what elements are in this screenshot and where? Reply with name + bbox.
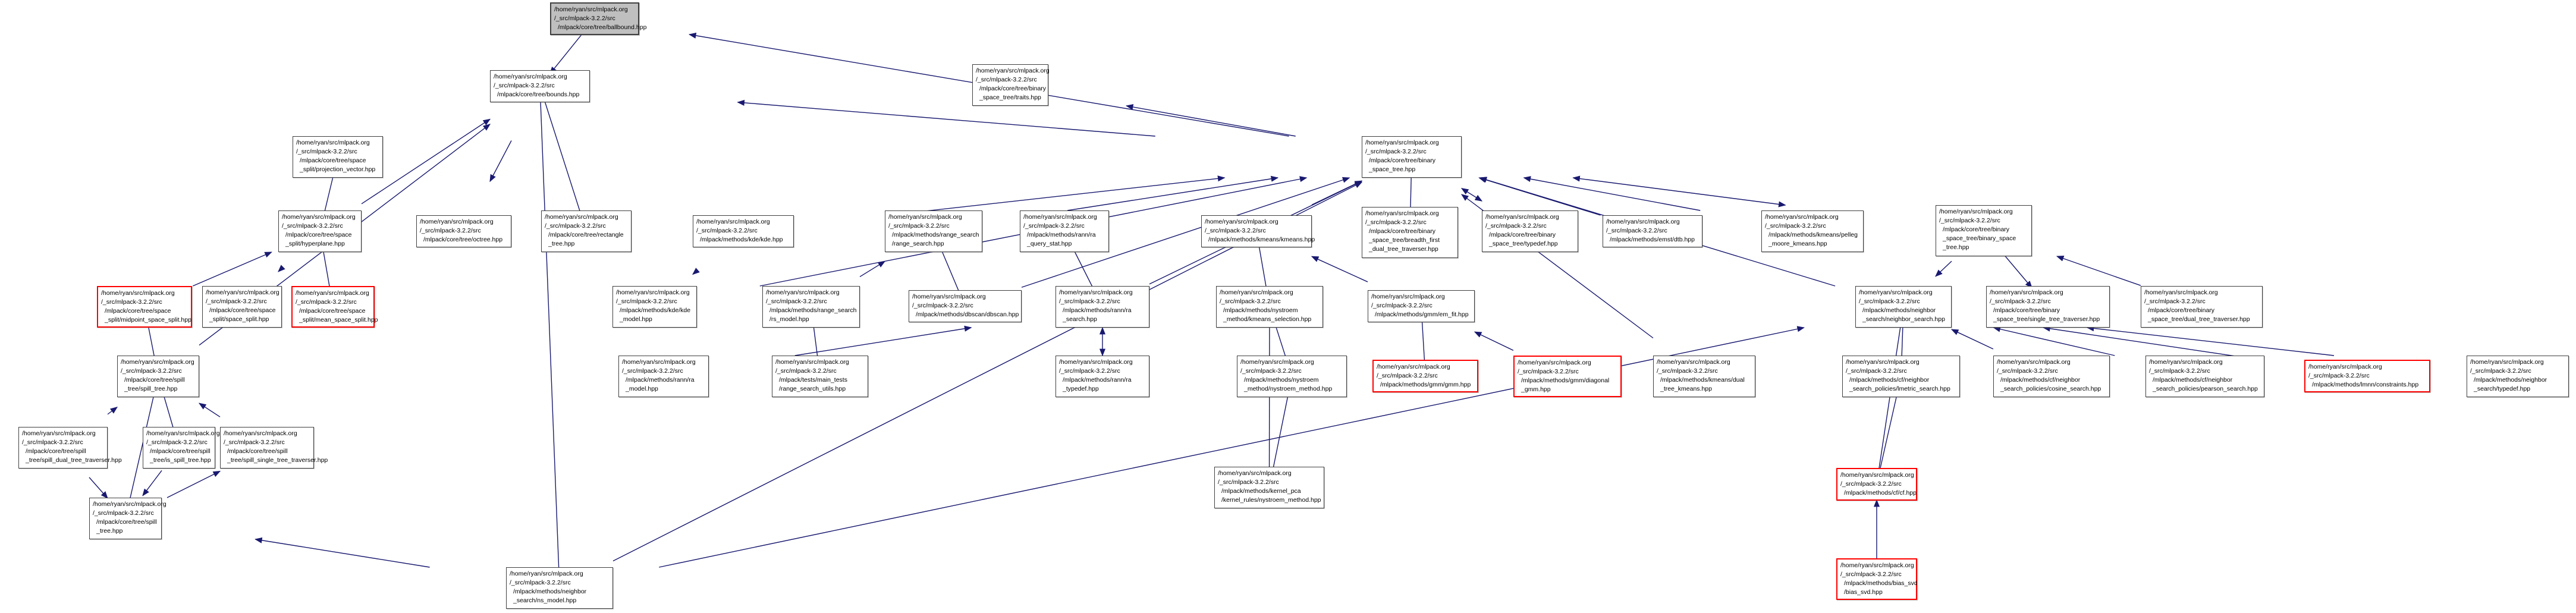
- node-label-line: /_src/mlpack-3.2.2/src: [1365, 219, 1427, 226]
- node-label-line: /kernel_rules/nystroem_method.hpp: [1221, 496, 1321, 504]
- graph-node-neighbor_search[interactable]: [1855, 286, 1952, 328]
- node-label-line: /home/ryan/src/mlpack.org: [1765, 213, 1839, 221]
- node-label-line: /_src/mlpack-3.2.2/src: [1365, 148, 1427, 155]
- include-edge-spill_dual_tree_traverser-to-spill_tree_inner: [108, 407, 117, 414]
- node-label-line: /home/ryan/src/mlpack.org: [888, 213, 962, 221]
- graph-node-dual_tree_kmeans[interactable]: [1653, 356, 1755, 397]
- graph-node-kmeans_selection[interactable]: [1216, 286, 1323, 328]
- include-edge-bst_hub-to-bounds: [738, 102, 1155, 136]
- node-label-line: _split/space_split.hpp: [209, 316, 269, 323]
- node-label-line: /range_search_utils.hpp: [779, 385, 846, 392]
- node-label-line: /rs_model.hpp: [769, 316, 809, 323]
- node-label-line: /home/ryan/src/mlpack.org: [2308, 363, 2382, 370]
- node-label-line: _tree.hpp: [548, 240, 575, 247]
- node-label-line: _search_policies/pearson_search.hpp: [2153, 385, 2258, 392]
- node-label-line: _split/hyperplane.hpp: [285, 240, 345, 247]
- node-label-line: /mlpack/methods/rann/ra: [1063, 376, 1132, 383]
- node-label-line: /mlpack/core/tree/space: [285, 231, 352, 238]
- graph-node-nystroem_method[interactable]: [1237, 356, 1347, 397]
- node-label-line: /_src/mlpack-3.2.2/src: [101, 298, 162, 306]
- node-label-line: /mlpack/methods/rann/ra: [1063, 307, 1132, 314]
- include-edge-bst_dual_tree_traverser-to-bst_bst: [2057, 256, 2141, 285]
- node-label-line: /mlpack/core/tree/binary: [2148, 307, 2215, 314]
- node-label-line: /home/ryan/src/mlpack.org: [1220, 289, 1293, 296]
- include-edge-bst_hub-to-bst_traits: [1126, 106, 1296, 136]
- graph-node-em_fit[interactable]: [1368, 290, 1475, 322]
- node-label-line: /home/ryan/src/mlpack.org: [1840, 562, 1914, 569]
- node-label-line: /mlpack/methods/gmm/gmm.hpp: [1380, 381, 1471, 388]
- node-label-line: _method/kmeans_selection.hpp: [1223, 316, 1312, 323]
- node-label-line: /_src/mlpack-3.2.2/src: [1840, 480, 1902, 488]
- node-label-line: /home/ryan/src/mlpack.org: [1606, 218, 1680, 225]
- node-label-line: _space_tree/traits.hpp: [979, 94, 1041, 101]
- graph-node-bst_breadth_first[interactable]: [1362, 207, 1458, 258]
- graph-node-midpoint_space_split[interactable]: [97, 286, 192, 328]
- node-label-line: /mlpack/core/tree/space: [105, 307, 171, 315]
- node-label-line: _tree.hpp: [96, 527, 123, 535]
- node-label-line: /mlpack/methods/dbscan/dbscan.hpp: [916, 311, 1019, 318]
- include-edge-range_search-to-bst_hub: [1067, 178, 1278, 210]
- node-label-line: /home/ryan/src/mlpack.org: [775, 359, 849, 366]
- include-edge-ns_model-to-bounds: [540, 86, 560, 588]
- node-label-line: _tree.hpp: [1943, 244, 1969, 251]
- node-label-line: _tree/is_spill_tree.hpp: [150, 457, 211, 464]
- graph-node-kernel_rules_nystroem[interactable]: [1214, 467, 1324, 508]
- graph-node-core_spill_tree[interactable]: [89, 498, 167, 539]
- node-label-line: _space_tree/typedef.hpp: [1489, 240, 1558, 247]
- node-label-line: /_src/mlpack-3.2.2/src: [2470, 367, 2531, 375]
- node-label-line: /home/ryan/src/mlpack.org: [1365, 210, 1439, 217]
- node-label-line: /home/ryan/src/mlpack.org: [1218, 470, 1292, 477]
- node-label-line: /_src/mlpack-3.2.2/src: [1939, 217, 2000, 224]
- node-label-line: /home/ryan/src/mlpack.org: [696, 218, 770, 225]
- node-label-line: /_src/mlpack-3.2.2/src: [2308, 372, 2370, 379]
- node-label-line: _tree/spill_single_tree_traverser.hpp: [227, 457, 328, 464]
- graph-node-gmm[interactable]: [1372, 360, 1478, 392]
- node-label-line: /_src/mlpack-3.2.2/src: [1220, 298, 1281, 305]
- node-label-line: /_src/mlpack-3.2.2/src: [1377, 372, 1438, 379]
- graph-node-ns_typedef[interactable]: [2467, 356, 2569, 397]
- node-label-line: _tree/spill_dual_tree_traverser.hpp: [26, 457, 122, 464]
- node-label-line: _search.hpp: [1063, 316, 1097, 323]
- include-edge-octree-to-bounds: [490, 141, 511, 182]
- node-label-line: /home/ryan/src/mlpack.org: [1205, 218, 1278, 225]
- node-label-line: /home/ryan/src/mlpack.org: [420, 218, 494, 225]
- node-label-line: /home/ryan/src/mlpack.org: [1846, 359, 1920, 366]
- node-label-line: _split/mean_space_split.hpp: [299, 316, 378, 323]
- graph-node-cf_lmetric_search[interactable]: [1842, 356, 1960, 397]
- node-label-line: /_src/mlpack-3.2.2/src: [1997, 367, 2058, 375]
- node-label-line: /mlpack/methods/cf/cf.hpp: [1844, 489, 1917, 496]
- node-label-line: /mlpack/methods/kde/kde: [620, 307, 691, 314]
- node-label-line: /mlpack/core/tree/spill: [26, 448, 86, 455]
- node-label-line: /home/ryan/src/mlpack.org: [1240, 359, 1314, 366]
- node-label-line: /home/ryan/src/mlpack.org: [766, 289, 840, 296]
- node-label-line: _search/neighbor_search.hpp: [1862, 316, 1945, 323]
- node-label-line: /home/ryan/src/mlpack.org: [296, 290, 369, 297]
- graph-node-range_search_utils[interactable]: [772, 356, 868, 397]
- node-label-line: /mlpack/methods/kmeans/dual: [1660, 376, 1745, 383]
- graph-node-spill_tree_inner[interactable]: [117, 356, 199, 397]
- include-edge-kde-to-bst_hub: [888, 178, 1224, 215]
- node-label-line: /mlpack/core/tree/spill: [96, 518, 157, 526]
- node-label-line: /mlpack/core/tree/bounds.hpp: [497, 91, 580, 98]
- node-label-line: /home/ryan/src/mlpack.org: [1377, 363, 1450, 370]
- node-label-line: /_src/mlpack-3.2.2/src: [1218, 479, 1279, 486]
- node-label-line: /_src/mlpack-3.2.2/src: [1059, 298, 1120, 305]
- graph-node-pelleg_moore[interactable]: [1761, 210, 1864, 252]
- graph-node-bst_bst[interactable]: [1936, 205, 2032, 256]
- node-label-line: /home/ryan/src/mlpack.org: [1997, 359, 2071, 366]
- graph-node-kde_model[interactable]: [612, 286, 697, 328]
- node-label-line: /_src/mlpack-3.2.2/src: [146, 439, 208, 446]
- node-label-line: _model.hpp: [626, 385, 658, 392]
- include-edge-em_fit-to-kmeans: [1312, 256, 1368, 282]
- node-label-line: _tree_kmeans.hpp: [1660, 385, 1712, 392]
- node-label-line: /_src/mlpack-3.2.2/src: [1518, 368, 1579, 375]
- node-label-line: /home/ryan/src/mlpack.org: [1657, 359, 1730, 366]
- graph-node-bst_traits[interactable]: [972, 64, 1048, 106]
- node-label-line: _search_policies/cosine_search.hpp: [2000, 385, 2101, 392]
- node-label-line: /mlpack/core/tree/binary: [1993, 307, 2060, 314]
- node-label-line: /home/ryan/src/mlpack.org: [1939, 208, 2013, 215]
- node-label-line: _tree/spill_tree.hpp: [124, 385, 178, 392]
- node-label-line: /_src/mlpack-3.2.2/src: [224, 439, 285, 446]
- node-label-line: _dual_tree_traverser.hpp: [1369, 246, 1438, 253]
- node-label-line: /_src/mlpack-3.2.2/src: [1485, 222, 1547, 230]
- node-label-line: /_src/mlpack-3.2.2/src: [2149, 367, 2210, 375]
- node-label-line: /home/ryan/src/mlpack.org: [554, 6, 628, 13]
- node-label-line: /_src/mlpack-3.2.2/src: [1371, 302, 1432, 309]
- node-label-line: /_src/mlpack-3.2.2/src: [296, 148, 357, 155]
- node-label-line: /_src/mlpack-3.2.2/src: [282, 222, 343, 230]
- include-edge-midpoint_space_split-to-hyperplane: [193, 252, 271, 286]
- node-label-line: _moore_kmeans.hpp: [1768, 240, 1827, 247]
- node-label-line: _query_stat.hpp: [1027, 240, 1072, 247]
- graph-node-dbscan[interactable]: [909, 290, 1022, 322]
- graph-node-bounds[interactable]: [490, 70, 590, 102]
- include-edge-core_spill_tree-to-spill_dual_tree_traverser: [89, 477, 108, 498]
- node-label-line: /home/ryan/src/mlpack.org: [616, 289, 690, 296]
- node-label-line: /home/ryan/src/mlpack.org: [146, 430, 220, 437]
- node-label-line: /mlpack/core/tree/ballbound.hpp: [558, 24, 647, 31]
- node-label-line: /mlpack/methods/nystroem: [1244, 376, 1319, 383]
- graph-node-kmeans[interactable]: [1201, 215, 1315, 247]
- graph-node-hyperplane[interactable]: [278, 210, 362, 252]
- node-label-line: /home/ryan/src/mlpack.org: [494, 73, 567, 80]
- node-label-line: /_src/mlpack-3.2.2/src: [696, 227, 758, 234]
- node-label-line: /mlpack/methods/cf/neighbor: [1849, 376, 1930, 383]
- node-label-line: /mlpack/methods/kde/kde.hpp: [700, 236, 783, 243]
- node-label-line: /_src/mlpack-3.2.2/src: [1765, 222, 1826, 230]
- node-label-line: /bias_svd.hpp: [1844, 589, 1883, 596]
- node-label-line: /mlpack/methods/neighbor: [513, 588, 587, 595]
- node-label-line: /_src/mlpack-3.2.2/src: [976, 76, 1037, 83]
- include-edge-neighbor_search-to-bst_bst: [1936, 261, 1952, 276]
- node-label-line: /mlpack/methods/kmeans/pelleg: [1768, 231, 1858, 238]
- graph-node-is_spill_tree[interactable]: [143, 427, 220, 469]
- node-label-line: /home/ryan/src/mlpack.org: [1365, 139, 1439, 146]
- graph-node-ns_model[interactable]: [506, 567, 613, 609]
- node-label-line: /mlpack/methods/neighbor: [1862, 307, 1936, 314]
- node-label-line: /_src/mlpack-3.2.2/src: [206, 298, 267, 305]
- graph-node-range_search[interactable]: [885, 210, 982, 252]
- graph-node-ballbound[interactable]: [550, 2, 647, 35]
- node-label-line: /mlpack/methods/lmnn/constraints.hpp: [2312, 381, 2419, 388]
- node-label-line: /range_search.hpp: [892, 240, 944, 247]
- node-label-line: /home/ryan/src/mlpack.org: [206, 289, 279, 296]
- graph-node-octree[interactable]: [416, 215, 511, 247]
- node-label-line: /_src/mlpack-3.2.2/src: [93, 510, 154, 517]
- node-label-line: /home/ryan/src/mlpack.org: [296, 139, 370, 146]
- node-label-line: _split/projection_vector.hpp: [300, 166, 376, 173]
- node-label-line: /home/ryan/src/mlpack.org: [1990, 289, 2063, 296]
- node-label-line: /_src/mlpack-3.2.2/src: [1840, 571, 1902, 578]
- node-label-line: _method/nystroem_method.hpp: [1244, 385, 1333, 392]
- graph-node-projection_vector[interactable]: [293, 136, 383, 178]
- node-label-line: /_src/mlpack-3.2.2/src: [912, 302, 973, 309]
- node-label-line: /mlpack/core/tree/binary: [979, 85, 1047, 92]
- node-label-line: _space_tree.hpp: [1369, 166, 1416, 173]
- node-label-line: /home/ryan/src/mlpack.org: [2144, 289, 2218, 296]
- node-label-line: /_src/mlpack-3.2.2/src: [1205, 227, 1266, 234]
- node-label-line: /mlpack/tests/main_tests: [779, 376, 847, 383]
- node-label-line: /home/ryan/src/mlpack.org: [1518, 359, 1591, 366]
- graph-node-spill_dual_tree_traverser[interactable]: [18, 427, 122, 469]
- node-label-line: /_src/mlpack-3.2.2/src: [1859, 298, 1920, 305]
- node-label-line: /home/ryan/src/mlpack.org: [1371, 293, 1445, 300]
- node-label-line: /mlpack/methods/nystroem: [1223, 307, 1298, 314]
- node-label-line: /_src/mlpack-3.2.2/src: [616, 298, 677, 305]
- node-label-line: /_src/mlpack-3.2.2/src: [1059, 367, 1120, 375]
- node-label-line: /mlpack/methods/gmm/em_fit.hpp: [1375, 311, 1469, 318]
- graph-node-rs_model[interactable]: [762, 286, 860, 328]
- node-label-line: /mlpack/methods/range_search: [892, 231, 979, 238]
- node-label-line: /mlpack/methods/rann/ra: [1027, 231, 1096, 238]
- node-label-line: /mlpack/core/tree/space: [300, 157, 366, 164]
- include-edge-cf_cosine_search-to-neighbor_search: [1952, 329, 1993, 349]
- graph-node-ra_typedef[interactable]: [1055, 356, 1149, 397]
- node-label-line: /home/ryan/src/mlpack.org: [1859, 289, 1933, 296]
- graph-node-mean_space_split[interactable]: [291, 286, 378, 328]
- node-label-line: /mlpack/methods/range_search: [769, 307, 857, 314]
- node-label-line: /home/ryan/src/mlpack.org: [1485, 213, 1559, 221]
- include-edge-kde_model-to-kde: [693, 271, 697, 274]
- node-label-line: /mlpack/core/tree/binary: [1489, 231, 1556, 238]
- node-label-line: /home/ryan/src/mlpack.org: [1023, 213, 1097, 221]
- node-label-line: /mlpack/methods/kernel_pca: [1221, 488, 1301, 495]
- node-label-line: _space_tree/dual_tree_traverser.hpp: [2148, 316, 2250, 323]
- node-label-line: /mlpack/core/tree/rectangle: [548, 231, 624, 238]
- node-label-line: /mlpack/methods/bias_svd: [1844, 580, 1918, 587]
- node-label-line: /mlpack/methods/neighbor: [2474, 376, 2547, 383]
- node-label-line: /_src/mlpack-3.2.2/src: [775, 367, 837, 375]
- node-label-line: /mlpack/core/tree/spill: [124, 376, 185, 383]
- graph-node-ra_model[interactable]: [618, 356, 709, 397]
- node-label-line: /mlpack/methods/rann/ra: [626, 376, 695, 383]
- node-label-line: /mlpack/core/tree/spill: [227, 448, 288, 455]
- graph-node-cf_cf[interactable]: [1836, 468, 1917, 501]
- graph-node-bias_svd[interactable]: [1836, 558, 1917, 600]
- node-label-line: /home/ryan/src/mlpack.org: [282, 213, 356, 221]
- node-label-line: /home/ryan/src/mlpack.org: [1059, 289, 1133, 296]
- graph-node-space_split[interactable]: [202, 286, 282, 328]
- node-label-line: /home/ryan/src/mlpack.org: [224, 430, 297, 437]
- node-label-line: _gmm.hpp: [1521, 386, 1551, 393]
- node-label-line: _space_tree/binary_space: [1943, 235, 2016, 242]
- include-edge-spill_single_tree_traverser-to-spill_tree_inner: [199, 403, 220, 417]
- node-label-line: /_src/mlpack-3.2.2/src: [1606, 227, 1667, 234]
- graph-node-ra_query_stat[interactable]: [1020, 210, 1109, 252]
- node-label-line: /_src/mlpack-3.2.2/src: [2144, 298, 2206, 305]
- graph-node-rectangle_tree[interactable]: [541, 210, 632, 252]
- node-label-line: /_src/mlpack-3.2.2/src: [888, 222, 950, 230]
- include-edge-bst_bst-to-bst_hub: [1573, 178, 1786, 205]
- include-edge-kmeans-to-bst_hub: [1312, 181, 1362, 205]
- graph-node-cf_cosine_search[interactable]: [1993, 356, 2110, 397]
- node-label-line: /_src/mlpack-3.2.2/src: [296, 298, 357, 306]
- graph-node-cf_pearson_search[interactable]: [2145, 356, 2264, 397]
- node-label-line: /home/ryan/src/mlpack.org: [22, 430, 96, 437]
- node-label-line: /home/ryan/src/mlpack.org: [121, 359, 194, 366]
- node-label-line: _space_tree/breadth_first: [1369, 237, 1440, 244]
- node-label-line: _model.hpp: [620, 316, 652, 323]
- node-label-line: /_src/mlpack-3.2.2/src: [1657, 367, 1718, 375]
- graph-node-bst_single_tree_traverser[interactable]: [1986, 286, 2110, 328]
- node-label-line: /_src/mlpack-3.2.2/src: [420, 227, 481, 234]
- node-label-line: /mlpack/methods/emst/dtb.hpp: [1610, 236, 1695, 243]
- node-label-line: /_src/mlpack-3.2.2/src: [121, 367, 182, 375]
- include-edge-ns_model-to-core_spill_tree: [255, 539, 429, 567]
- node-label-line: /_src/mlpack-3.2.2/src: [22, 439, 83, 446]
- node-label-line: /mlpack/core/tree/space: [299, 307, 366, 315]
- include-edge-bst_typedef-to-bst_hub: [1462, 188, 1482, 201]
- node-label-line: /_src/mlpack-3.2.2/src: [1846, 367, 1907, 375]
- include-edge-ns_typedef-to-neighbor_search: [2087, 328, 2334, 356]
- node-label-line: /_src/mlpack-3.2.2/src: [510, 579, 571, 586]
- node-label-line: /home/ryan/src/mlpack.org: [545, 213, 618, 221]
- node-label-line: _space_tree/single_tree_traverser.hpp: [1993, 316, 2100, 323]
- node-label-line: /home/ryan/src/mlpack.org: [912, 293, 986, 300]
- graph-node-spill_single_tree_traverser[interactable]: [220, 427, 328, 469]
- graph-node-bst_dual_tree_traverser[interactable]: [2141, 286, 2263, 328]
- graph-node-kde[interactable]: [693, 215, 794, 247]
- node-label-line: /home/ryan/src/mlpack.org: [1840, 471, 1914, 479]
- node-label-line: _typedef.hpp: [1063, 385, 1099, 392]
- graph-node-bst_typedef[interactable]: [1482, 210, 1578, 252]
- node-label-line: /mlpack/core/tree/octree.hpp: [423, 236, 503, 243]
- node-label-line: _split/midpoint_space_split.hpp: [105, 316, 191, 323]
- node-label-line: /_src/mlpack-3.2.2/src: [1023, 222, 1085, 230]
- node-label-line: _search/typedef.hpp: [2474, 385, 2531, 392]
- graph-node-bst_hub[interactable]: [1362, 136, 1462, 178]
- node-label-line: /mlpack/methods/cf/neighbor: [2153, 376, 2233, 383]
- include-edge-ra_model-to-ra_search: [795, 328, 971, 356]
- include-edge-core_spill_tree-to-is_spill_tree: [143, 470, 162, 495]
- node-label-line: /mlpack/methods/gmm/diagonal: [1521, 377, 1610, 384]
- graph-node-ra_search[interactable]: [1055, 286, 1149, 328]
- node-label-line: /_src/mlpack-3.2.2/src: [554, 15, 615, 22]
- node-label-line: /home/ryan/src/mlpack.org: [2149, 359, 2223, 366]
- node-label-line: /_src/mlpack-3.2.2/src: [622, 367, 683, 375]
- node-label-line: /mlpack/core/tree/spill: [150, 448, 211, 455]
- node-label-line: /mlpack/core/tree/space: [209, 307, 276, 314]
- include-edge-diagonal_gmm-to-em_fit: [1475, 332, 1513, 350]
- node-label-line: _search/ns_model.hpp: [513, 597, 577, 604]
- node-label-line: /_src/mlpack-3.2.2/src: [1990, 298, 2051, 305]
- node-label-line: /mlpack/methods/kmeans/kmeans.hpp: [1208, 236, 1315, 243]
- graph-node-diagonal_gmm[interactable]: [1513, 356, 1622, 397]
- node-label-line: /_src/mlpack-3.2.2/src: [494, 82, 555, 89]
- node-label-line: /home/ryan/src/mlpack.org: [2470, 359, 2544, 366]
- node-label-line: /mlpack/core/tree/binary: [1943, 226, 2010, 233]
- node-label-line: /_src/mlpack-3.2.2/src: [545, 222, 606, 230]
- node-label-line: /home/ryan/src/mlpack.org: [976, 67, 1050, 74]
- node-label-line: /home/ryan/src/mlpack.org: [622, 359, 696, 366]
- node-label-line: /home/ryan/src/mlpack.org: [510, 570, 583, 577]
- include-edge-space_split-to-hyperplane: [278, 268, 282, 272]
- node-label-line: /mlpack/methods/cf/neighbor: [2000, 376, 2081, 383]
- graph-node-lmnn_constraints[interactable]: [2304, 360, 2430, 392]
- node-label-line: /home/ryan/src/mlpack.org: [93, 501, 167, 508]
- node-label-line: /_src/mlpack-3.2.2/src: [766, 298, 827, 305]
- node-label-line: /home/ryan/src/mlpack.org: [101, 290, 175, 297]
- node-label-line: /mlpack/core/tree/binary: [1369, 157, 1436, 164]
- node-label-line: /home/ryan/src/mlpack.org: [1059, 359, 1133, 366]
- graph-node-emst_dtb[interactable]: [1603, 215, 1702, 247]
- include-edge-core_spill_tree-to-spill_single_tree_traverser: [167, 471, 220, 498]
- node-label-line: /mlpack/core/tree/binary: [1369, 228, 1436, 235]
- node-label-line: _search_policies/lmetric_search.hpp: [1849, 385, 1950, 392]
- node-label-line: /_src/mlpack-3.2.2/src: [1240, 367, 1302, 375]
- include-edge-cf_pearson_search-to-neighbor_search: [1994, 328, 2115, 356]
